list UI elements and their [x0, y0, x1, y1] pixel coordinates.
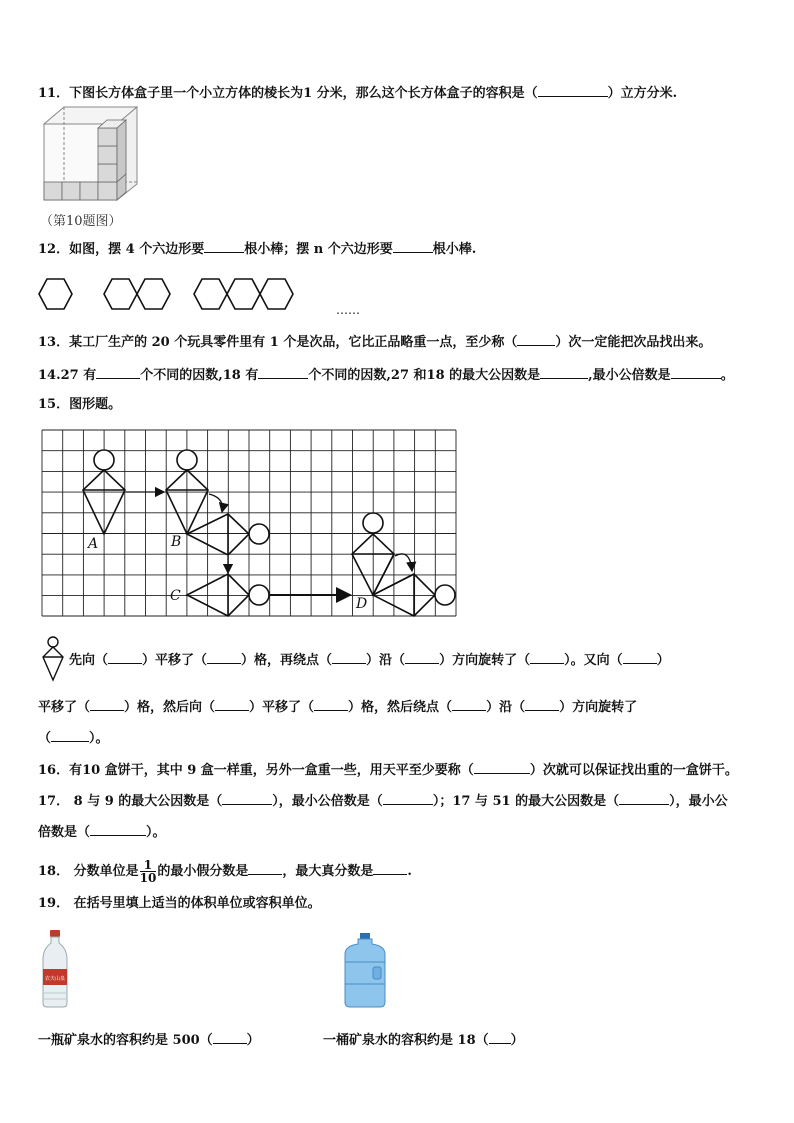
- hexagon-3a: [194, 279, 227, 309]
- q15-blank-1[interactable]: [108, 651, 142, 664]
- q19-right: 一桶矿泉水的容积约是 18（ ）: [323, 1033, 524, 1048]
- q18-blank-2[interactable]: [373, 862, 407, 875]
- water-jug-icon: [343, 932, 387, 1008]
- q19-right-text: 一桶矿泉水的容积约是 18（: [323, 1033, 489, 1048]
- q19-blank-2[interactable]: [489, 1031, 511, 1044]
- kite-shape-icon: [40, 636, 66, 682]
- q18-text-a: 18． 分数单位是: [38, 864, 139, 879]
- q15-line-1: 先向（ ）平移了（ ）格，再绕点（ ）沿（ ）方向旋转了（ ）。又向（ ）: [69, 653, 670, 668]
- q15-blank-2[interactable]: [207, 651, 241, 664]
- q19-left: 一瓶矿泉水的容积约是 500（ ）: [38, 1033, 260, 1048]
- q12-line: [38, 240, 476, 258]
- q18-text-b: 的最小假分数是: [157, 864, 249, 879]
- q17-line-2: 倍数是（ ）。: [38, 825, 166, 840]
- q15-blank-12[interactable]: [51, 729, 89, 742]
- q14-blank-3[interactable]: [540, 366, 588, 379]
- q15-line-2: 平移了（ ）格，然后向（ ）平移了（ ）格，然后绕点（ ）沿（ ）方向旋转了: [38, 700, 638, 715]
- q13-text: 13．某工厂生产的 20 个玩具零件里有 1 个是次品，它比正品略重一点，至少称（: [38, 335, 518, 350]
- q17-line-1: 17． 8 与 9 的最大公因数是（ ），最小公倍数是（ ）；17 与 51 的最大公因数是（ ），最小公: [38, 794, 728, 809]
- q19-title: 19． 在括号里填上适当的体积单位或容积单位。: [38, 896, 321, 911]
- q15-blank-8[interactable]: [215, 698, 249, 711]
- q14-text-2: 个不同的因数,18 有: [140, 368, 259, 383]
- label-d: D: [356, 596, 368, 612]
- q19-left-text: 一瓶矿泉水的容积约是 500（: [38, 1033, 213, 1048]
- q12-blank-1[interactable]: [204, 240, 244, 253]
- q14-text-4: ,最小公倍数是: [588, 368, 671, 383]
- cuboid-box-figure: [42, 104, 138, 202]
- hexagon-3c: [260, 279, 293, 309]
- q17-blank-4[interactable]: [90, 823, 146, 836]
- shape-c-circle: [249, 585, 269, 605]
- q15-line-3: （ ）。: [38, 731, 109, 746]
- q14-blank-2[interactable]: [258, 366, 308, 379]
- shape-b-circle: [177, 450, 197, 470]
- q11-answer-blank[interactable]: [538, 84, 608, 97]
- q19-blank-1[interactable]: [213, 1031, 247, 1044]
- q12-blank-2[interactable]: [393, 240, 433, 253]
- q16-text: 16．有10 盒饼干，其中 9 盒一样重，另外一盒重一些，用天平至少要称（: [38, 763, 474, 778]
- q11-text: 11．下图长方体盒子里一个小立方体的棱长为1 分米，那么这个长方体盒子的容积是（: [38, 86, 538, 101]
- q18-text-c: ，最大真分数是: [282, 864, 374, 879]
- q14-blank-4[interactable]: [671, 366, 721, 379]
- q18-blank-1[interactable]: [248, 862, 282, 875]
- q13-text-end: ）次一定能把次品找出来。: [555, 335, 712, 350]
- q15-blank-3[interactable]: [332, 651, 366, 664]
- label-b: B: [171, 534, 182, 550]
- q14-text-3: 个不同的因数,27 和18 的最大公因数是: [308, 368, 541, 383]
- q15-blank-7[interactable]: [90, 698, 124, 711]
- q17-blank-1[interactable]: [222, 792, 272, 805]
- fraction: $\frac{1}{10}$: [139, 858, 157, 885]
- q11-text-end: ）立方分米.: [607, 86, 678, 101]
- q18-text-d: .: [407, 864, 412, 879]
- q14-blank-1[interactable]: [96, 366, 140, 379]
- q15-blank-11[interactable]: [525, 698, 559, 711]
- q15-blank-6[interactable]: [623, 651, 657, 664]
- hexagon-1: [39, 279, 72, 309]
- q15-blank-10[interactable]: [452, 698, 486, 711]
- hexagon-3b: [227, 279, 260, 309]
- q15-blank-5[interactable]: [530, 651, 564, 664]
- q13-answer-blank[interactable]: [517, 333, 555, 346]
- q13-line: [38, 333, 711, 351]
- shape-d-circle: [435, 585, 455, 605]
- q16-text-end: ）次就可以保证找出重的一盒饼干。: [529, 763, 738, 778]
- q16-line: [38, 761, 738, 779]
- q14-text-1: 14.27 有: [38, 368, 97, 383]
- q17-blank-2[interactable]: [383, 792, 433, 805]
- q14-line: [38, 366, 734, 384]
- q15-title: 15．图形题。: [38, 397, 122, 412]
- water-bottle-icon: [40, 929, 70, 1009]
- label-c: C: [170, 588, 181, 604]
- grid-transform-figure: [40, 428, 458, 618]
- hexagon-2b: [137, 279, 170, 309]
- q11-figure-caption: （第10题图）: [40, 214, 122, 229]
- q17-blank-3[interactable]: [619, 792, 669, 805]
- shape-d-kite: [373, 574, 435, 616]
- q12-text-a: 12．如图，摆 4 个六边形要: [38, 242, 205, 257]
- hexagon-pattern-figure: [36, 270, 296, 318]
- q18-line: [38, 859, 412, 884]
- bottle-label: 农夫山泉: [44, 976, 66, 982]
- shape-b-rotated-kite: [187, 514, 249, 555]
- label-a: A: [88, 536, 99, 552]
- q11-line: [38, 84, 677, 102]
- q15-blank-9[interactable]: [314, 698, 348, 711]
- shape-c-kite: [187, 574, 249, 616]
- q12-ellipsis: ……: [336, 303, 360, 317]
- q15-blank-4[interactable]: [405, 651, 439, 664]
- shape-a-circle: [94, 450, 114, 470]
- hexagon-2a: [104, 279, 137, 309]
- q12-text-c: 根小棒.: [432, 242, 477, 257]
- q12-text-b: 根小棒；摆 n 个六边形要: [244, 242, 393, 257]
- q16-answer-blank[interactable]: [474, 761, 530, 774]
- q14-text-5: 。: [720, 368, 734, 383]
